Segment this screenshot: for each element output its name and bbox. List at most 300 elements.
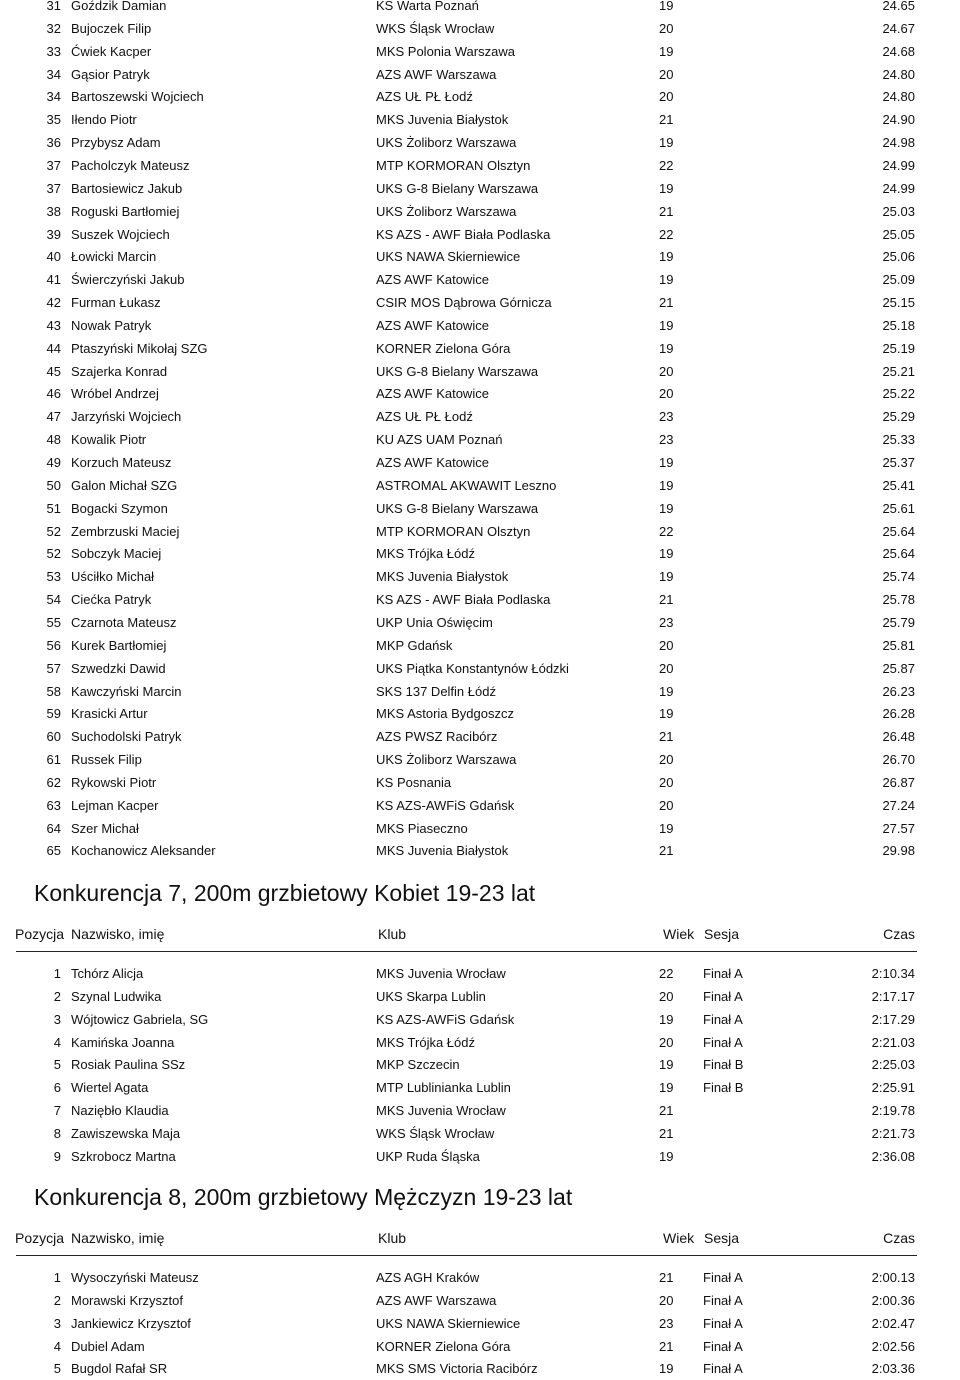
cell-age: 20 [659, 660, 674, 676]
cell-name: Ciećka Patryk [71, 592, 152, 608]
cell-age: 19 [659, 1148, 674, 1164]
cell-name: Zembrzuski Maciej [71, 523, 180, 539]
cell-time: 2:25.91 [871, 1080, 915, 1096]
table-row [0, 542, 960, 565]
cell-club: KS AZS - AWF Biała Podlaska [376, 592, 551, 608]
cell-club: MTP KORMORAN Olsztyn [376, 157, 531, 173]
table-row [0, 405, 960, 428]
table-row [0, 337, 960, 360]
event-7-title: Konkurencja 7, 200m grzbietowy Kobiet 19-23 lat [34, 880, 536, 906]
cell-position: 1 [53, 966, 61, 981]
event-7-header-row [0, 922, 960, 946]
cell-time: 27.57 [882, 820, 915, 836]
cell-club: UKS Skarpa Lublin [376, 988, 486, 1004]
cell-club: MKS Juvenia Wrocław [376, 966, 506, 981]
cell-session: Finał A [703, 1361, 743, 1377]
event-8-title: Konkurencja 8, 200m grzbietowy Mężczyzn 19-23 lat [34, 1184, 573, 1210]
cell-time: 25.87 [882, 660, 915, 676]
cell-age: 19 [659, 340, 674, 356]
cell-club: MKS Trójka Łódź [376, 546, 475, 562]
cell-time: 2:00.13 [871, 1270, 915, 1285]
cell-age: 19 [659, 317, 674, 333]
table-row [0, 520, 960, 543]
cell-position: 6 [53, 1080, 61, 1096]
cell-time: 25.79 [882, 614, 915, 630]
cell-position: 33 [46, 43, 61, 59]
cell-age: 19 [659, 500, 674, 516]
cell-session: Finał A [703, 1270, 743, 1285]
table-row [0, 657, 960, 680]
cell-session: Finał A [703, 988, 743, 1004]
cell-club: UKS NAWA Skierniewice [376, 1315, 521, 1331]
cell-name: Kamińska Joanna [71, 1034, 175, 1050]
cell-club: KU AZS UAM Poznań [376, 432, 503, 448]
cell-time: 26.28 [882, 706, 915, 722]
cell-name: Szwedzki Dawid [71, 660, 166, 676]
cell-position: 35 [46, 112, 61, 128]
cell-club: KS AZS-AWFiS Gdańsk [376, 797, 515, 813]
table-row [0, 268, 960, 291]
col-header-time: Czas [883, 926, 915, 942]
cell-name: Uściłko Michał [71, 569, 155, 585]
table-row [0, 771, 960, 794]
table-row [0, 1335, 960, 1358]
table-row [0, 565, 960, 588]
cell-age: 22 [659, 523, 674, 539]
cell-age: 22 [659, 966, 674, 981]
cell-position: 5 [53, 1361, 61, 1377]
cell-time: 2:03.36 [871, 1361, 915, 1377]
cell-age: 21 [659, 592, 674, 608]
cell-club: UKS Żoliborz Warszawa [376, 135, 517, 151]
cell-time: 25.06 [882, 249, 915, 265]
table-row [0, 428, 960, 451]
cell-position: 65 [46, 843, 61, 859]
cell-session: Finał A [703, 1338, 743, 1354]
cell-name: Bujoczek Filip [71, 20, 152, 36]
cell-position: 58 [46, 683, 61, 699]
cell-club: KS AZS - AWF Biała Podlaska [376, 226, 551, 242]
cell-age: 20 [659, 797, 674, 813]
cell-name: Kowalik Piotr [71, 432, 147, 448]
cell-club: AZS AWF Katowice [376, 455, 489, 470]
col-header-name: Nazwisko, imię [71, 926, 165, 942]
cell-position: 1 [53, 1270, 61, 1285]
cell-age: 21 [659, 112, 674, 128]
cell-name: Korzuch Mateusz [71, 455, 172, 470]
cell-club: AZS AWF Warszawa [376, 66, 497, 82]
cell-club: MTP Lublinianka Lublin [376, 1080, 511, 1096]
cell-position: 3 [53, 1315, 61, 1331]
cell-club: WKS Śląsk Wrocław [376, 20, 495, 36]
cell-position: 34 [46, 89, 61, 105]
cell-name: Przybysz Adam [71, 135, 161, 151]
cell-age: 21 [659, 203, 674, 219]
cell-time: 27.24 [882, 797, 915, 813]
col-header-time: Czas [883, 1230, 915, 1246]
cell-age: 19 [659, 1057, 674, 1073]
table-row [0, 1008, 960, 1031]
cell-time: 24.98 [882, 135, 915, 151]
table-row [0, 985, 960, 1008]
cell-name: Wiertel Agata [71, 1080, 149, 1096]
cell-position: 50 [46, 477, 61, 493]
cell-name: Bartosiewicz Jakub [71, 180, 183, 196]
cell-time: 25.41 [882, 477, 915, 493]
table-row [0, 1099, 960, 1122]
cell-time: 25.61 [882, 500, 915, 516]
table-row [0, 588, 960, 611]
cell-age: 20 [659, 66, 674, 82]
cell-time: 2:00.36 [871, 1292, 915, 1308]
cell-time: 25.81 [882, 637, 915, 653]
cell-club: AZS AWF Katowice [376, 386, 489, 402]
cell-position: 63 [46, 797, 61, 813]
cell-name: Dubiel Adam [71, 1338, 145, 1354]
cell-time: 26.48 [882, 729, 915, 745]
cell-position: 37 [46, 157, 61, 173]
cell-time: 25.05 [882, 226, 915, 242]
cell-position: 44 [46, 340, 61, 356]
cell-club: AZS UŁ PŁ Łodź [376, 89, 473, 105]
cell-age: 20 [659, 1034, 674, 1050]
cell-position: 62 [46, 774, 61, 790]
cell-time: 26.70 [882, 752, 915, 768]
table-row [0, 291, 960, 314]
cell-age: 19 [659, 135, 674, 151]
cell-time: 24.90 [882, 112, 915, 128]
cell-time: 25.03 [882, 203, 915, 219]
cell-session: Finał A [703, 1292, 743, 1308]
cell-name: Łowicki Marcin [71, 249, 157, 265]
table-row [0, 0, 960, 17]
cell-age: 19 [659, 569, 674, 585]
table-row [0, 131, 960, 154]
cell-time: 26.23 [882, 683, 915, 699]
cell-age: 20 [659, 988, 674, 1004]
cell-position: 37 [46, 180, 61, 196]
cell-name: Szynal Ludwika [71, 988, 162, 1004]
cell-position: 51 [46, 500, 61, 516]
cell-club: UKS NAWA Skierniewice [376, 249, 521, 265]
cell-position: 48 [46, 432, 61, 448]
cell-name: Russek Filip [71, 752, 142, 768]
cell-club: MKS Astoria Bydgoszcz [376, 706, 514, 722]
cell-time: 24.67 [882, 20, 915, 36]
cell-club: ASTROMAL AKWAWIT Leszno [376, 477, 557, 493]
cell-name: Świerczyński Jakub [71, 272, 185, 288]
cell-position: 43 [46, 317, 61, 333]
cell-club: UKS G-8 Bielany Warszawa [376, 180, 539, 196]
cell-age: 23 [659, 432, 674, 448]
col-header-club: Klub [378, 926, 407, 942]
cell-club: MKS Juvenia Białystok [376, 569, 509, 585]
cell-time: 2:17.17 [871, 988, 915, 1004]
cell-name: Szajerka Konrad [71, 363, 168, 379]
cell-name: Bogacki Szymon [71, 500, 168, 516]
cell-club: AZS AWF Warszawa [376, 1292, 497, 1308]
cell-club: UKS Żoliborz Warszawa [376, 752, 517, 768]
table-row [0, 382, 960, 405]
cell-name: Wójtowicz Gabriela, SG [71, 1011, 209, 1027]
table-row [0, 1122, 960, 1145]
cell-club: MTP KORMORAN Olsztyn [376, 523, 531, 539]
cell-time: 25.18 [882, 317, 915, 333]
cell-position: 2 [53, 988, 61, 1004]
cell-club: MKS Juvenia Białystok [376, 112, 509, 128]
table-row [0, 1312, 960, 1335]
cell-age: 20 [659, 363, 674, 379]
cell-club: KS AZS-AWFiS Gdańsk [376, 1011, 515, 1027]
cell-position: 41 [46, 272, 61, 288]
cell-club: UKS G-8 Bielany Warszawa [376, 500, 539, 516]
cell-name: Gąsior Patryk [71, 66, 150, 82]
cell-position: 52 [46, 546, 61, 562]
cell-age: 19 [659, 1361, 674, 1377]
cell-club: UKS G-8 Bielany Warszawa [376, 363, 539, 379]
cell-age: 19 [659, 683, 674, 699]
table-row [0, 154, 960, 177]
cell-name: Naziębło Klaudia [71, 1103, 169, 1119]
table-row [0, 794, 960, 817]
cell-time: 25.15 [882, 295, 915, 311]
cell-time: 25.78 [882, 592, 915, 608]
cell-name: Bugdol Rafał SR [71, 1361, 168, 1377]
cell-time: 25.09 [882, 272, 915, 288]
table-row [0, 223, 960, 246]
cell-session: Finał B [703, 1080, 744, 1096]
cell-position: 56 [46, 637, 61, 653]
table-row [0, 85, 960, 108]
cell-name: Suchodolski Patryk [71, 729, 182, 745]
cell-name: Morawski Krzysztof [71, 1292, 183, 1308]
cell-name: Czarnota Mateusz [71, 614, 177, 630]
cell-club: WKS Śląsk Wrocław [376, 1125, 495, 1141]
cell-name: Jankiewicz Krzysztof [71, 1315, 191, 1331]
cell-age: 21 [659, 1125, 674, 1141]
cell-name: Sobczyk Maciej [71, 546, 162, 562]
table-row [0, 1053, 960, 1076]
table-row [0, 108, 960, 131]
cell-time: 2:25.03 [871, 1057, 915, 1073]
table-row [0, 40, 960, 63]
cell-age: 21 [659, 1338, 674, 1354]
cell-time: 29.98 [882, 843, 915, 859]
cell-age: 21 [659, 1103, 674, 1119]
cell-club: MKS Piaseczno [376, 820, 468, 836]
table-row [0, 1145, 960, 1168]
cell-position: 8 [53, 1125, 61, 1141]
cell-name: Goździk Damian [71, 0, 167, 13]
table-row [0, 63, 960, 86]
cell-club: AZS AGH Kraków [376, 1270, 480, 1285]
cell-name: Kurek Bartłomiej [71, 637, 167, 653]
cell-name: Pacholczyk Mateusz [71, 157, 190, 173]
cell-age: 19 [659, 706, 674, 722]
cell-name: Roguski Bartłomiej [71, 203, 180, 219]
cell-club: MKP Szczecin [376, 1057, 460, 1073]
cell-position: 42 [46, 295, 61, 311]
cell-club: KORNER Zielona Góra [376, 340, 511, 356]
table-row [0, 611, 960, 634]
cell-time: 26.87 [882, 774, 915, 790]
cell-age: 21 [659, 295, 674, 311]
cell-club: KS Posnania [376, 774, 452, 790]
cell-name: Kawczyński Marcin [71, 683, 182, 699]
col-header-age: Wiek [663, 926, 695, 942]
cell-time: 24.65 [882, 0, 915, 13]
cell-name: Rosiak Paulina SSz [71, 1057, 186, 1073]
cell-age: 19 [659, 0, 674, 13]
cell-age: 21 [659, 1270, 674, 1285]
col-header-name: Nazwisko, imię [71, 1230, 165, 1246]
cell-time: 25.21 [882, 363, 915, 379]
table-row [0, 725, 960, 748]
cell-age: 19 [659, 249, 674, 265]
cell-position: 40 [46, 249, 61, 265]
cell-time: 25.64 [882, 523, 915, 539]
col-header-session: Sesja [704, 926, 740, 942]
cell-session: Finał A [703, 1315, 743, 1331]
table-row [0, 177, 960, 200]
table-row [0, 497, 960, 520]
table-row [0, 1031, 960, 1054]
table-row [0, 200, 960, 223]
cell-time: 24.99 [882, 157, 915, 173]
cell-position: 4 [53, 1034, 61, 1050]
cell-session: Finał A [703, 1011, 743, 1027]
cell-club: KS Warta Poznań [376, 0, 479, 13]
table-row [0, 17, 960, 40]
cell-name: Bartoszewski Wojciech [71, 89, 204, 105]
cell-age: 20 [659, 752, 674, 768]
cell-name: Ćwiek Kacper [71, 43, 152, 59]
cell-time: 2:19.78 [871, 1103, 915, 1119]
event-8-header-divider [16, 1255, 917, 1256]
cell-club: AZS AWF Katowice [376, 317, 489, 333]
cell-age: 19 [659, 820, 674, 836]
cell-age: 22 [659, 226, 674, 242]
cell-time: 25.37 [882, 455, 915, 470]
event-7-header-divider [16, 951, 917, 952]
cell-club: MKS Juvenia Wrocław [376, 1103, 506, 1119]
col-header-age: Wiek [663, 1230, 695, 1246]
cell-age: 19 [659, 43, 674, 59]
cell-name: Ptaszyński Mikołaj SZG [71, 340, 208, 356]
cell-position: 61 [46, 752, 61, 768]
cell-time: 25.29 [882, 409, 915, 425]
cell-time: 2:10.34 [871, 966, 915, 981]
cell-club: AZS UŁ PŁ Łodź [376, 409, 473, 425]
cell-position: 4 [53, 1338, 61, 1354]
col-header-club: Klub [378, 1230, 407, 1246]
cell-position: 2 [53, 1292, 61, 1308]
cell-position: 64 [46, 820, 61, 836]
cell-position: 9 [53, 1148, 61, 1164]
cell-position: 3 [53, 1011, 61, 1027]
cell-position: 49 [46, 455, 61, 470]
table-row [0, 702, 960, 725]
cell-age: 19 [659, 455, 674, 470]
cell-age: 20 [659, 89, 674, 105]
cell-age: 20 [659, 637, 674, 653]
cell-position: 52 [46, 523, 61, 539]
cell-name: Kochanowicz Aleksander [71, 843, 216, 859]
cell-name: Galon Michał SZG [71, 477, 178, 493]
cell-position: 5 [53, 1057, 61, 1073]
col-header-session: Sesja [704, 1230, 740, 1246]
table-row [0, 634, 960, 657]
cell-name: Wróbel Andrzej [71, 386, 159, 402]
cell-position: 53 [46, 569, 61, 585]
cell-club: MKS SMS Victoria Racibórz [376, 1361, 538, 1377]
event-8-header-row [0, 1226, 960, 1250]
cell-club: AZS AWF Katowice [376, 272, 489, 288]
cell-position: 54 [46, 592, 61, 608]
cell-club: CSIR MOS Dąbrowa Górnicza [376, 295, 552, 311]
cell-time: 25.74 [882, 569, 915, 585]
cell-age: 23 [659, 1315, 674, 1331]
cell-time: 24.68 [882, 43, 915, 59]
cell-position: 7 [53, 1103, 61, 1119]
cell-age: 19 [659, 1080, 674, 1096]
cell-name: Lejman Kacper [71, 797, 159, 813]
cell-name: Suszek Wojciech [71, 226, 170, 242]
cell-club: MKS Juvenia Białystok [376, 843, 509, 859]
cell-club: UKS Żoliborz Warszawa [376, 203, 517, 219]
cell-position: 57 [46, 660, 61, 676]
cell-club: MKP Gdańsk [376, 637, 453, 653]
cell-time: 24.80 [882, 89, 915, 105]
cell-time: 24.80 [882, 66, 915, 82]
col-header-position: Pozycja [15, 1230, 65, 1246]
cell-age: 19 [659, 272, 674, 288]
cell-age: 21 [659, 729, 674, 745]
cell-age: 19 [659, 180, 674, 196]
cell-age: 20 [659, 386, 674, 402]
cell-time: 25.22 [882, 386, 915, 402]
table-row [0, 360, 960, 383]
table-row [0, 680, 960, 703]
cell-position: 38 [46, 203, 61, 219]
cell-club: UKP Unia Oświęcim [376, 614, 493, 630]
table-row [0, 1289, 960, 1312]
cell-age: 22 [659, 157, 674, 173]
table-row [0, 1266, 960, 1289]
cell-position: 39 [46, 226, 61, 242]
table-row [0, 748, 960, 771]
cell-position: 45 [46, 363, 61, 379]
cell-time: 2:17.29 [871, 1011, 915, 1027]
cell-name: Rykowski Piotr [71, 774, 157, 790]
table-row [0, 314, 960, 337]
cell-time: 25.64 [882, 546, 915, 562]
cell-name: Jarzyński Wojciech [71, 409, 182, 425]
table-row [0, 1357, 960, 1380]
cell-time: 2:21.03 [871, 1034, 915, 1050]
cell-club: MKS Trójka Łódź [376, 1034, 475, 1050]
cell-age: 19 [659, 1011, 674, 1027]
table-row [0, 1076, 960, 1099]
table-row [0, 245, 960, 268]
cell-time: 2:36.08 [871, 1148, 915, 1164]
cell-club: MKS Polonia Warszawa [376, 43, 515, 59]
cell-time: 2:21.73 [871, 1125, 915, 1141]
cell-name: Szer Michał [71, 820, 139, 836]
table-row [0, 474, 960, 497]
cell-position: 46 [46, 386, 61, 402]
cell-age: 23 [659, 409, 674, 425]
